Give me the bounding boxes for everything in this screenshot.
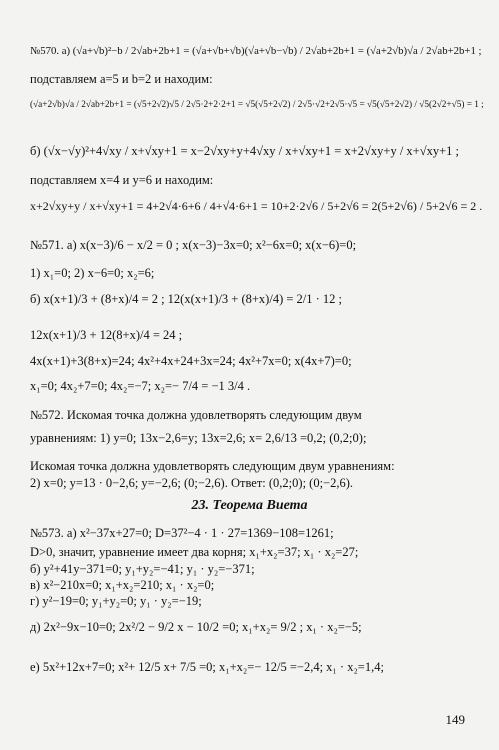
text-line: уравнениям: 1) y=0; 13x−2,6=y; 13x=2,6; x= 2,6/13 =0,2; (0,2;0); (30, 431, 367, 445)
text-line: (√a+2√b)√a / 2√ab+2b+1 = (√5+2√2)√5 / 2√5·2+2·2+1 = √5(√5+2√2) / 2√5·√2+2√5·√5 = √5(√5+2√2) / √5(2√2+√5) = 1 ; (30, 100, 484, 110)
text-line: №573. а) x²−37x+27=0; D=37²−4 · 1 · 27=1369−108=1261; (30, 526, 334, 540)
text-line: б) y²+41y−371=0; y₁+y₂=−41; y₁ · y₂=−371; (30, 562, 255, 576)
text-line: x₁=0; 4x₂+7=0; 4x₂=−7; x₂=− 7/4 = −1 3/4 . (30, 379, 251, 393)
text-line: в) x²−210x=0; x₁+x₂=210; x₁ · x₂=0; (30, 578, 215, 592)
text-line: б) (√x−√y)²+4√xy / x+√xy+1 = x−2√xy+y+4√xy / x+√xy+1 = x+2√xy+y / x+√xy+1 ; (30, 144, 459, 158)
text-line: г) y²−19=0; y₁+y₂=0; y₁ · y₂=−19; (30, 594, 202, 608)
text-line: подставляем x=4 и y=6 и находим: (30, 173, 214, 187)
text-line: D>0, значит, уравнение имеет два корня; x₁+x₂=37; x₁ · x₂=27; (30, 545, 359, 559)
text-line: x+2√xy+y / x+√xy+1 = 4+2√4·6+6 / 4+√4·6+1 = 10+2·2√6 / 5+2√6 = 2(5+2√6) / 5+2√6 = 2 . (30, 199, 483, 213)
text-line: б) x(x+1)/3 + (8+x)/4 = 2 ; 12(x(x+1)/3 + (8+x)/4) = 2/1 · 12 ; (30, 292, 343, 306)
text-line: Искомая точка должна удовлетворять следующим двум уравнениям: (30, 459, 395, 473)
page-number: 149 (445, 712, 465, 727)
text-line: 12x(x+1)/3 + 12(8+x)/4 = 24 ; (30, 328, 183, 342)
text-line: е) 5x²+12x+7=0; x²+ 12/5 x+ 7/5 =0; x₁+x₂=− 12/5 =−2,4; x₁ · x₂=1,4; (30, 660, 384, 674)
text-line: №572. Искомая точка должна удовлетворять следующим двум (30, 408, 362, 422)
text-line: д) 2x²−9x−10=0; 2x²/2 − 9/2 x − 10/2 =0; x₁+x₂= 9/2 ; x₁ · x₂=−5; (30, 620, 362, 634)
text-line: 2) x=0; y=13 · 0−2,6; y=−2,6; (0;−2,6). Ответ: (0,2;0); (0;−2,6). (30, 476, 354, 490)
section-title: 23. Теорема Виета (191, 498, 308, 513)
text-line: 1) x₁=0; 2) x−6=0; x₂=6; (30, 266, 155, 280)
text-line: №570. а) (√a+√b)²−b / 2√ab+2b+1 = (√a+√b+√b)(√a+√b−√b) / 2√ab+2b+1 = (√a+2√b)√a / 2√ab+2b+1 ; (30, 45, 482, 57)
text-line: 4x(x+1)+3(8+x)=24; 4x²+4x+24+3x=24; 4x²+7x=0; x(4x+7)=0; (30, 354, 352, 368)
text-line: №571. а) x(x−3)/6 − x/2 = 0 ; x(x−3)−3x=0; x²−6x=0; x(x−6)=0; (30, 238, 357, 252)
text-line: подставляем a=5 и b=2 и находим: (30, 72, 213, 86)
